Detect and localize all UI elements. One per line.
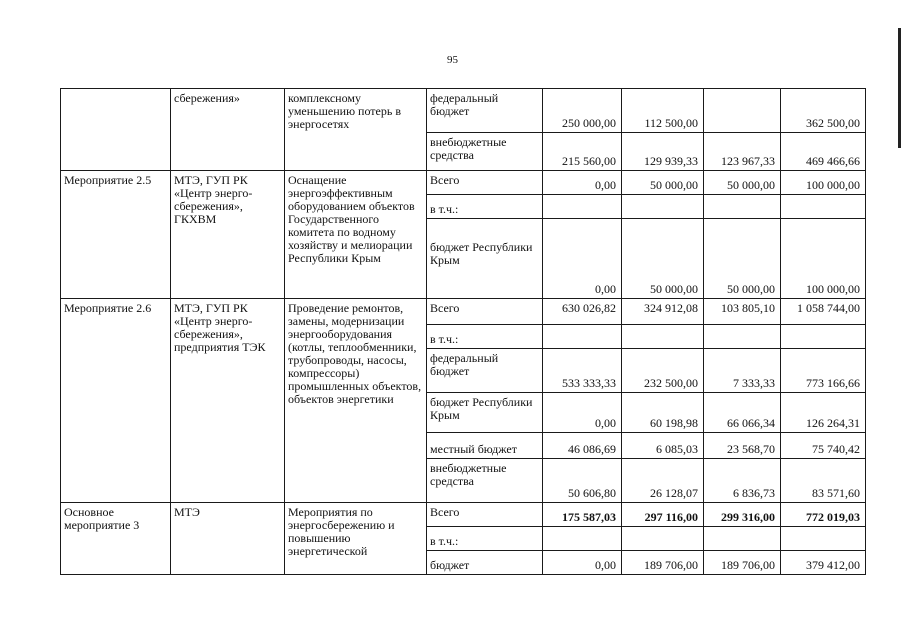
value-cell <box>781 195 866 219</box>
value-cell: 50 000,00 <box>622 171 704 195</box>
value-cell: 26 128,07 <box>622 459 704 503</box>
value-cell: 772 019,03 <box>781 503 866 527</box>
value-cell: 6 085,03 <box>622 433 704 459</box>
value-cell: 379 412,00 <box>781 551 866 575</box>
value-cell: 215 560,00 <box>543 133 622 171</box>
funding-source-cell: Всего <box>427 299 543 325</box>
value-cell: 50 606,80 <box>543 459 622 503</box>
value-cell: 60 198,98 <box>622 393 704 433</box>
value-cell: 324 912,08 <box>622 299 704 325</box>
value-cell: 1 058 744,00 <box>781 299 866 325</box>
value-cell: 23 568,70 <box>704 433 781 459</box>
executor-cell: МТЭ <box>171 503 285 575</box>
scan-edge-shadow <box>898 28 901 148</box>
value-cell: 100 000,00 <box>781 171 866 195</box>
funding-source-cell: местный бюджет <box>427 433 543 459</box>
event-cell: Мероприятие 2.6 <box>61 299 171 503</box>
value-cell: 250 000,00 <box>543 89 622 133</box>
funding-source-cell: федеральный бюджет <box>427 89 543 133</box>
value-cell: 0,00 <box>543 551 622 575</box>
funding-source-cell: бюджет Республики Крым <box>427 393 543 433</box>
event-cell: Основное мероприятие 3 <box>61 503 171 575</box>
funding-source-cell: в т.ч.: <box>427 527 543 551</box>
value-cell <box>622 527 704 551</box>
value-cell <box>704 89 781 133</box>
executor-cell: МТЭ, ГУП РК «Центр энерго-сбережения», ГКХВМ <box>171 171 285 299</box>
value-cell <box>704 195 781 219</box>
value-cell: 100 000,00 <box>781 219 866 299</box>
value-cell: 7 333,33 <box>704 349 781 393</box>
funding-source-cell: Всего <box>427 503 543 527</box>
value-cell: 103 805,10 <box>704 299 781 325</box>
budget-table <box>60 88 866 575</box>
value-cell: 0,00 <box>543 219 622 299</box>
event-cell: Мероприятие 2.5 <box>61 171 171 299</box>
funding-source-cell: федеральный бюджет <box>427 349 543 393</box>
description-cell: Мероприятия по энергосбережению и повышению энергетической <box>285 503 427 575</box>
value-cell: 83 571,60 <box>781 459 866 503</box>
value-cell: 232 500,00 <box>622 349 704 393</box>
value-cell: 6 836,73 <box>704 459 781 503</box>
value-cell: 299 316,00 <box>704 503 781 527</box>
page-number: 95 <box>447 54 458 66</box>
description-cell: Проведение ремонтов, замены, модернизации энергооборудования (котлы, теплообменники, трубопроводы, насосы, компрессоры) промышленных объектов, объектов энергетики <box>285 299 427 503</box>
executor-cell: МТЭ, ГУП РК «Центр энерго-сбережения», предприятия ТЭК <box>171 299 285 503</box>
funding-source-cell: Всего <box>427 171 543 195</box>
value-cell <box>704 527 781 551</box>
funding-source-cell: в т.ч.: <box>427 195 543 219</box>
value-cell: 112 500,00 <box>622 89 704 133</box>
value-cell: 630 026,82 <box>543 299 622 325</box>
funding-source-cell: бюджет Республики Крым <box>427 219 543 299</box>
funding-source-cell: внебюджетные средства <box>427 459 543 503</box>
value-cell <box>622 195 704 219</box>
funding-source-cell: внебюджетные средства <box>427 133 543 171</box>
value-cell: 66 066,34 <box>704 393 781 433</box>
value-cell <box>704 325 781 349</box>
description-cell: Оснащение энергоэффективным оборудованием объектов Государственного комитета по водному хозяйству и мелиорации Республики Крым <box>285 171 427 299</box>
table-row <box>61 503 866 527</box>
value-cell: 46 086,69 <box>543 433 622 459</box>
table-row <box>61 171 866 195</box>
value-cell <box>622 325 704 349</box>
value-cell <box>781 527 866 551</box>
value-cell: 50 000,00 <box>704 219 781 299</box>
value-cell: 189 706,00 <box>704 551 781 575</box>
value-cell: 126 264,31 <box>781 393 866 433</box>
table-row <box>61 299 866 325</box>
value-cell: 773 166,66 <box>781 349 866 393</box>
value-cell: 362 500,00 <box>781 89 866 133</box>
value-cell: 129 939,33 <box>622 133 704 171</box>
value-cell: 0,00 <box>543 171 622 195</box>
value-cell <box>543 195 622 219</box>
value-cell: 50 000,00 <box>622 219 704 299</box>
value-cell: 0,00 <box>543 393 622 433</box>
value-cell: 50 000,00 <box>704 171 781 195</box>
executor-cell: сбережения» <box>171 89 285 171</box>
value-cell <box>781 325 866 349</box>
value-cell: 469 466,66 <box>781 133 866 171</box>
value-cell: 189 706,00 <box>622 551 704 575</box>
event-cell <box>61 89 171 171</box>
value-cell: 297 116,00 <box>622 503 704 527</box>
value-cell: 533 333,33 <box>543 349 622 393</box>
value-cell: 123 967,33 <box>704 133 781 171</box>
funding-source-cell: в т.ч.: <box>427 325 543 349</box>
table-row <box>61 89 866 133</box>
description-cell: комплексному уменьшению потерь в энергосетях <box>285 89 427 171</box>
value-cell: 175 587,03 <box>543 503 622 527</box>
funding-source-cell: бюджет <box>427 551 543 575</box>
value-cell <box>543 527 622 551</box>
value-cell <box>543 325 622 349</box>
value-cell: 75 740,42 <box>781 433 866 459</box>
